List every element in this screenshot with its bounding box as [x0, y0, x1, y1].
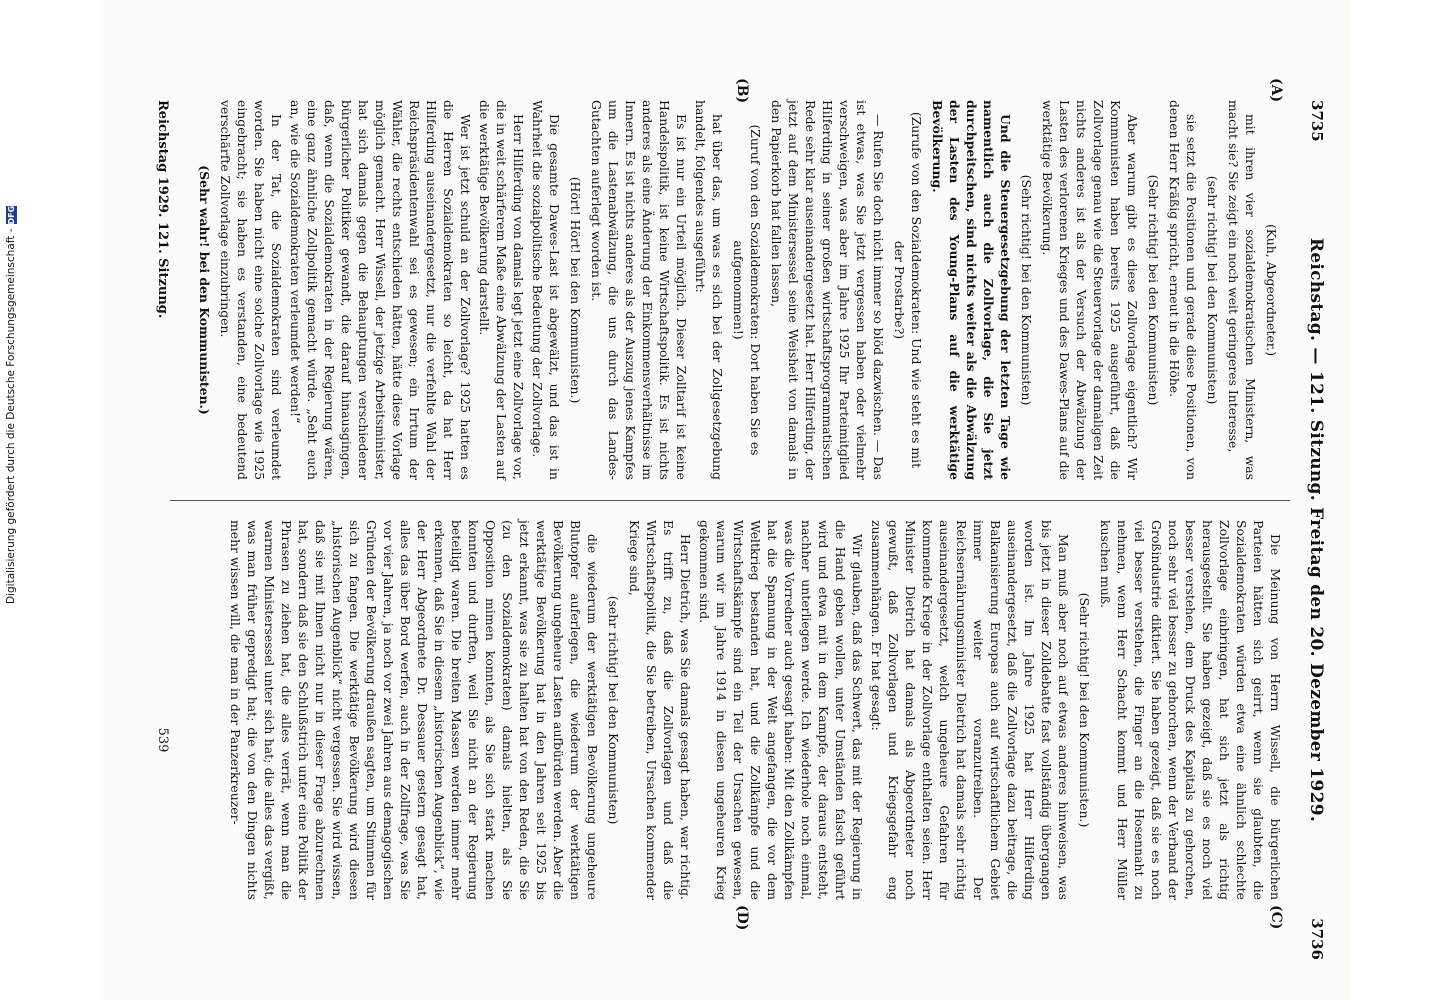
- paragraph: die wiederum der werktätigen Bevölkerung ungeheure Blutopfer auferlegen, die wiederum der werktätigen Bevölkerung ungeheure Lasten aufbürden werden. Aber die werktätige Bevölkerung hat in den Jahren seit 1925 bis jetzt erkannt, was sie zu halten hat von den Reden, die Sie (zu den Sozialdemokraten) damals hielten, als Sie Opposition mimen konnten, als Sie sich stark machen konnten und durften, weil Sie nicht an der Regierung beteiligt waren. Die breiten Massen werden immer mehr erkennen, daß Sie in diesem „historischen Augenblick“, wie der Herr Abgeordnete Dr. Dessauer gestern gesagt hat, alles das über Bord werfen, auch in der Zollfrage, was Sie vor vier Jahren, ja noch vor zwei Jahren aus demagogischen Gründen der Bevölkerung draußen sagten, um Stimmen für sich zu fangen. Die werktätige Bevölkerung wird diesen „historischen Augenblick“ nicht vergessen. Sie wird wissen, daß sie mit Ihnen nicht nur in dieser Frage abzurechnen hat, sondern daß sie den Schlußstrich unter eine Politik der Phrasen zu ziehen hat, die alles verrät, wenn man die warmen Ministersessel unter sich hat; die alles das vergißt, was man früher gepredigt hat; die von den Dingen nichts mehr wissen will, die man in der Panzerkreuzer-: [228, 520, 600, 900]
- credit-text: Digitalisierung gefördert durch die Deutsche Forschungsgemeinschaft -: [5, 228, 17, 604]
- paragraph: Herr Dietrich, was Sie damals gesagt haben, war richtig. Es trifft zu, daß die Zollvorlagen und daß die Wirtschaftspolitik, die Sie betreiben, Ursachen kommender Kriege sind,: [627, 520, 693, 900]
- page-number-right: 3736: [1308, 918, 1326, 960]
- paragraph: Man muß aber noch auf etwas anderes hinweisen, was bis jetzt in dieser Zolldebatte fast vollständig übergangen worden ist. Im Jahre 1925 hat Herr Hilferding auseinandergesetzt, daß die Zollvorlage dazu beitrage, die Balkanisierung Europas auch auf wirtschaftlichem Gebiet immer weiter voranzutreiben. Der Reichsernährungsminister Dietrich hat damals sehr richtig auseinandergesetzt, welch ungeheure Gefahren für kommende Kriege in der Zollvorlage enthalten seien. Herr Minister Dietrich hat damals als Abgeordneter noch gewußt, daß Zollvorlagen und Kriegsgefahr eng zusammenhängen. Er hat gesagt:: [869, 520, 1071, 900]
- page-header: [1296, 100, 1332, 960]
- running-title: Reichstag. — 121. Sitzung. Freitag den 20. Dezember 1929.: [1306, 237, 1326, 823]
- paragraph: mit ihren vier sozialdemokratischen Ministern, was macht sie? Sie zeigt ein noch weit geringeres Interesse,: [1226, 100, 1258, 480]
- left-text-column: [192, 100, 1284, 480]
- paragraph: — Rufen Sie doch nicht immer so blöd dazwischen. — Das ist etwas, was Sie jetzt vergessen haben oder vielmehr verschweigen, was aber im Jahre 1925 Ihr Parteimitglied Hilferding in seiner großen wirtschaftsprogrammatischen Rede sehr klar auseinandergesetzt hat. Herr Hilferding, der jetzt auf dem Ministersessel seine Weisheit von damals in den Papierkorb hat fallen lassen,: [769, 100, 886, 480]
- interjection: (sehr richtig! bei den Kommunisten): [606, 595, 621, 825]
- interjection: (Kuh, Abgeordneter.): [1264, 223, 1279, 357]
- paragraph: Und die Steuergesetzgebung der letzten Tage wie namentlich auch die Zollvorlage, die Sie jetzt durchpeitschen, sind nichts weiter als die Abwälzung der Lasten des Young-Plans auf die werktätige Bevölkerung.: [930, 100, 1013, 480]
- paragraph: Wir glauben, daß das Schwert, das mit der Regierung in die Hand geben wollen, unter Umständen falsch geführt wird und etwa mit in dem Kampfe, der daraus entsteht, nachher unterliegen werde. Ich wiederhole noch einmal, was die Vorredner auch gesagt haben: Mit den Zollkämpfen hat die Spannung in der Welt angefangen, die vor dem Weltkrieg bestanden hat, und die Zollkämpfe und die Wirtschaftskämpfe sind ein Teil der Ursachen gewesen, warum wir im Jahre 1914 in diesen ungeheuren Krieg gekommen sind.: [697, 520, 865, 900]
- column-divider: [170, 500, 1290, 501]
- margin-marker-a: (A): [1268, 78, 1284, 103]
- paragraph: Herr Hilferding von damals legt jetzt eine Zollvorlage vor, die in weit schärferem Maße eine Abwälzung der Lasten auf die werktätige Bevölkerung darstellt.: [477, 100, 526, 480]
- right-text-column: [225, 520, 1284, 900]
- paragraph: Die Meinung von Herrn Wissell, die bürgerlichen Parteien hätten sich geirrt, wenn sie glaubten, die Sozialdemokraten würden etwa eine ähnlich schlechte Zollvorlage einbringen, hat sich jetzt als richtig herausgestellt. Sie haben gezeigt, daß sie es noch viel besser verstehen, dem Druck des Kapitals zu gehorchen, noch sehr viel besser zu gehorchen, wenn der Verband der Großindustrie diktiert. Sie haben gezeigt, daß sie es noch viel besser verstehen, die Finger an die Hosennaht zu nehmen, wenn Herr Schacht kommt und Herr Müller kuschen muß.: [1098, 520, 1283, 900]
- paragraph: Es ist nur ein Urteil möglich. Dieser Zolltarif ist keine Handelspolitik, ist keine Wirtschaftspolitik. Es ist nichts anderes als eine Änderung der Einkommensverhältnisse im Innern. Es ist nichts anderes als der Auszug jenes Kampfes um die Lastenabwälzung, die uns durch das Landes-Gutachten auferlegt worden ist.: [589, 100, 689, 480]
- paragraph: In der Tat, die Sozialdemokraten sind verleumdet worden. Sie haben nicht eine solche Zollvorlage wie 1925 eingebracht; sie haben es verstanden, eine bedeutend verschärfte Zollvorlage einzubringen.: [218, 100, 284, 480]
- scanned-page: [100, 0, 1350, 1000]
- footer-sheet-number: 539: [155, 727, 170, 753]
- interjection: (sehr richtig! bei den Kommunisten): [1205, 175, 1220, 405]
- paragraph: Aber warum gibt es diese Zollvorlage eigentlich? Wir Kommunisten haben bereits 1925 ausgeführt, daß die Zollvorlage genau wie die Steuervorlage der damaligen Zeit nichts anderes ist als der Versuch der Abwälzung der Lasten des verlorenen Krieges und des Dawes-Plans auf die werktätige Bevölkerung.: [1040, 100, 1140, 480]
- interjection: (Sehr richtig! bei den Kommunisten.): [1077, 592, 1092, 828]
- paragraph: hat über das, um was es sich bei der Zollgesetzgebung handelt, folgendes ausgeführt:: [693, 100, 725, 480]
- margin-marker-b: (B): [734, 78, 750, 104]
- interjection: (Zurufe von den Sozialdemokraten: Und wie steht es mit der Prostarbe?): [892, 111, 924, 469]
- interjection: (Sehr wahr! bei den Kommunisten.): [197, 165, 212, 415]
- interjection: (Hört! Hört! bei den Kommunisten.): [568, 176, 583, 404]
- paragraph: Wer ist jetzt schuld an der Zollvorlage? 1925 hatten es die Herren Sozialdemokraten so leicht, da hat Herr Hilferding auseinandergesetzt, nur die verfehlte Wahl der Reichspräsidentenwahl sei es gewesen; ein Irrtum der Wähler, die rechts entschieden hätten, hätte diese Vorlage möglich gemacht. Herr Wissell, der jetzige Arbeitsminister, hat sich damals gegen die Behauptungen verschiedener bürgerlicher Politiker gewandt, die darauf hinausgingen, daß, wenn die Sozialdemokraten in der Regierung wären, eine ganz ähnliche Zollpolitik gemacht würde. „Seht euch an, wie die Sozialdemokraten verleumdet werden!“: [288, 100, 473, 480]
- footer-session: Reichstag 1929. 121. Sitzung.: [155, 100, 170, 319]
- interjection: (Sehr richtig! bei den Kommunisten): [1146, 174, 1161, 406]
- interjection: (Sehr richtig! bei den Kommunisten): [1019, 174, 1034, 406]
- margin-marker-c: (C): [1268, 905, 1284, 930]
- digitization-credit: [4, 205, 18, 604]
- paragraph: sie setzt die Positionen und gerade diese Positionen, von denen Herr Kräßig spricht, erneut in die Höhe.: [1167, 100, 1199, 480]
- margin-marker-d: (D): [734, 905, 750, 931]
- dfg-logo: DFG: [6, 205, 16, 225]
- paragraph: Die gesamte Dawes-Last ist abgewälzt, und das ist in Wahrheit die sozialpolitische Bedeutung der Zollvorlage.: [530, 100, 562, 480]
- page-number-left: 3735: [1308, 100, 1326, 142]
- interjection: (Zuruf von den Sozialdemokraten: Dort haben Sie es aufgenommen!): [731, 124, 763, 456]
